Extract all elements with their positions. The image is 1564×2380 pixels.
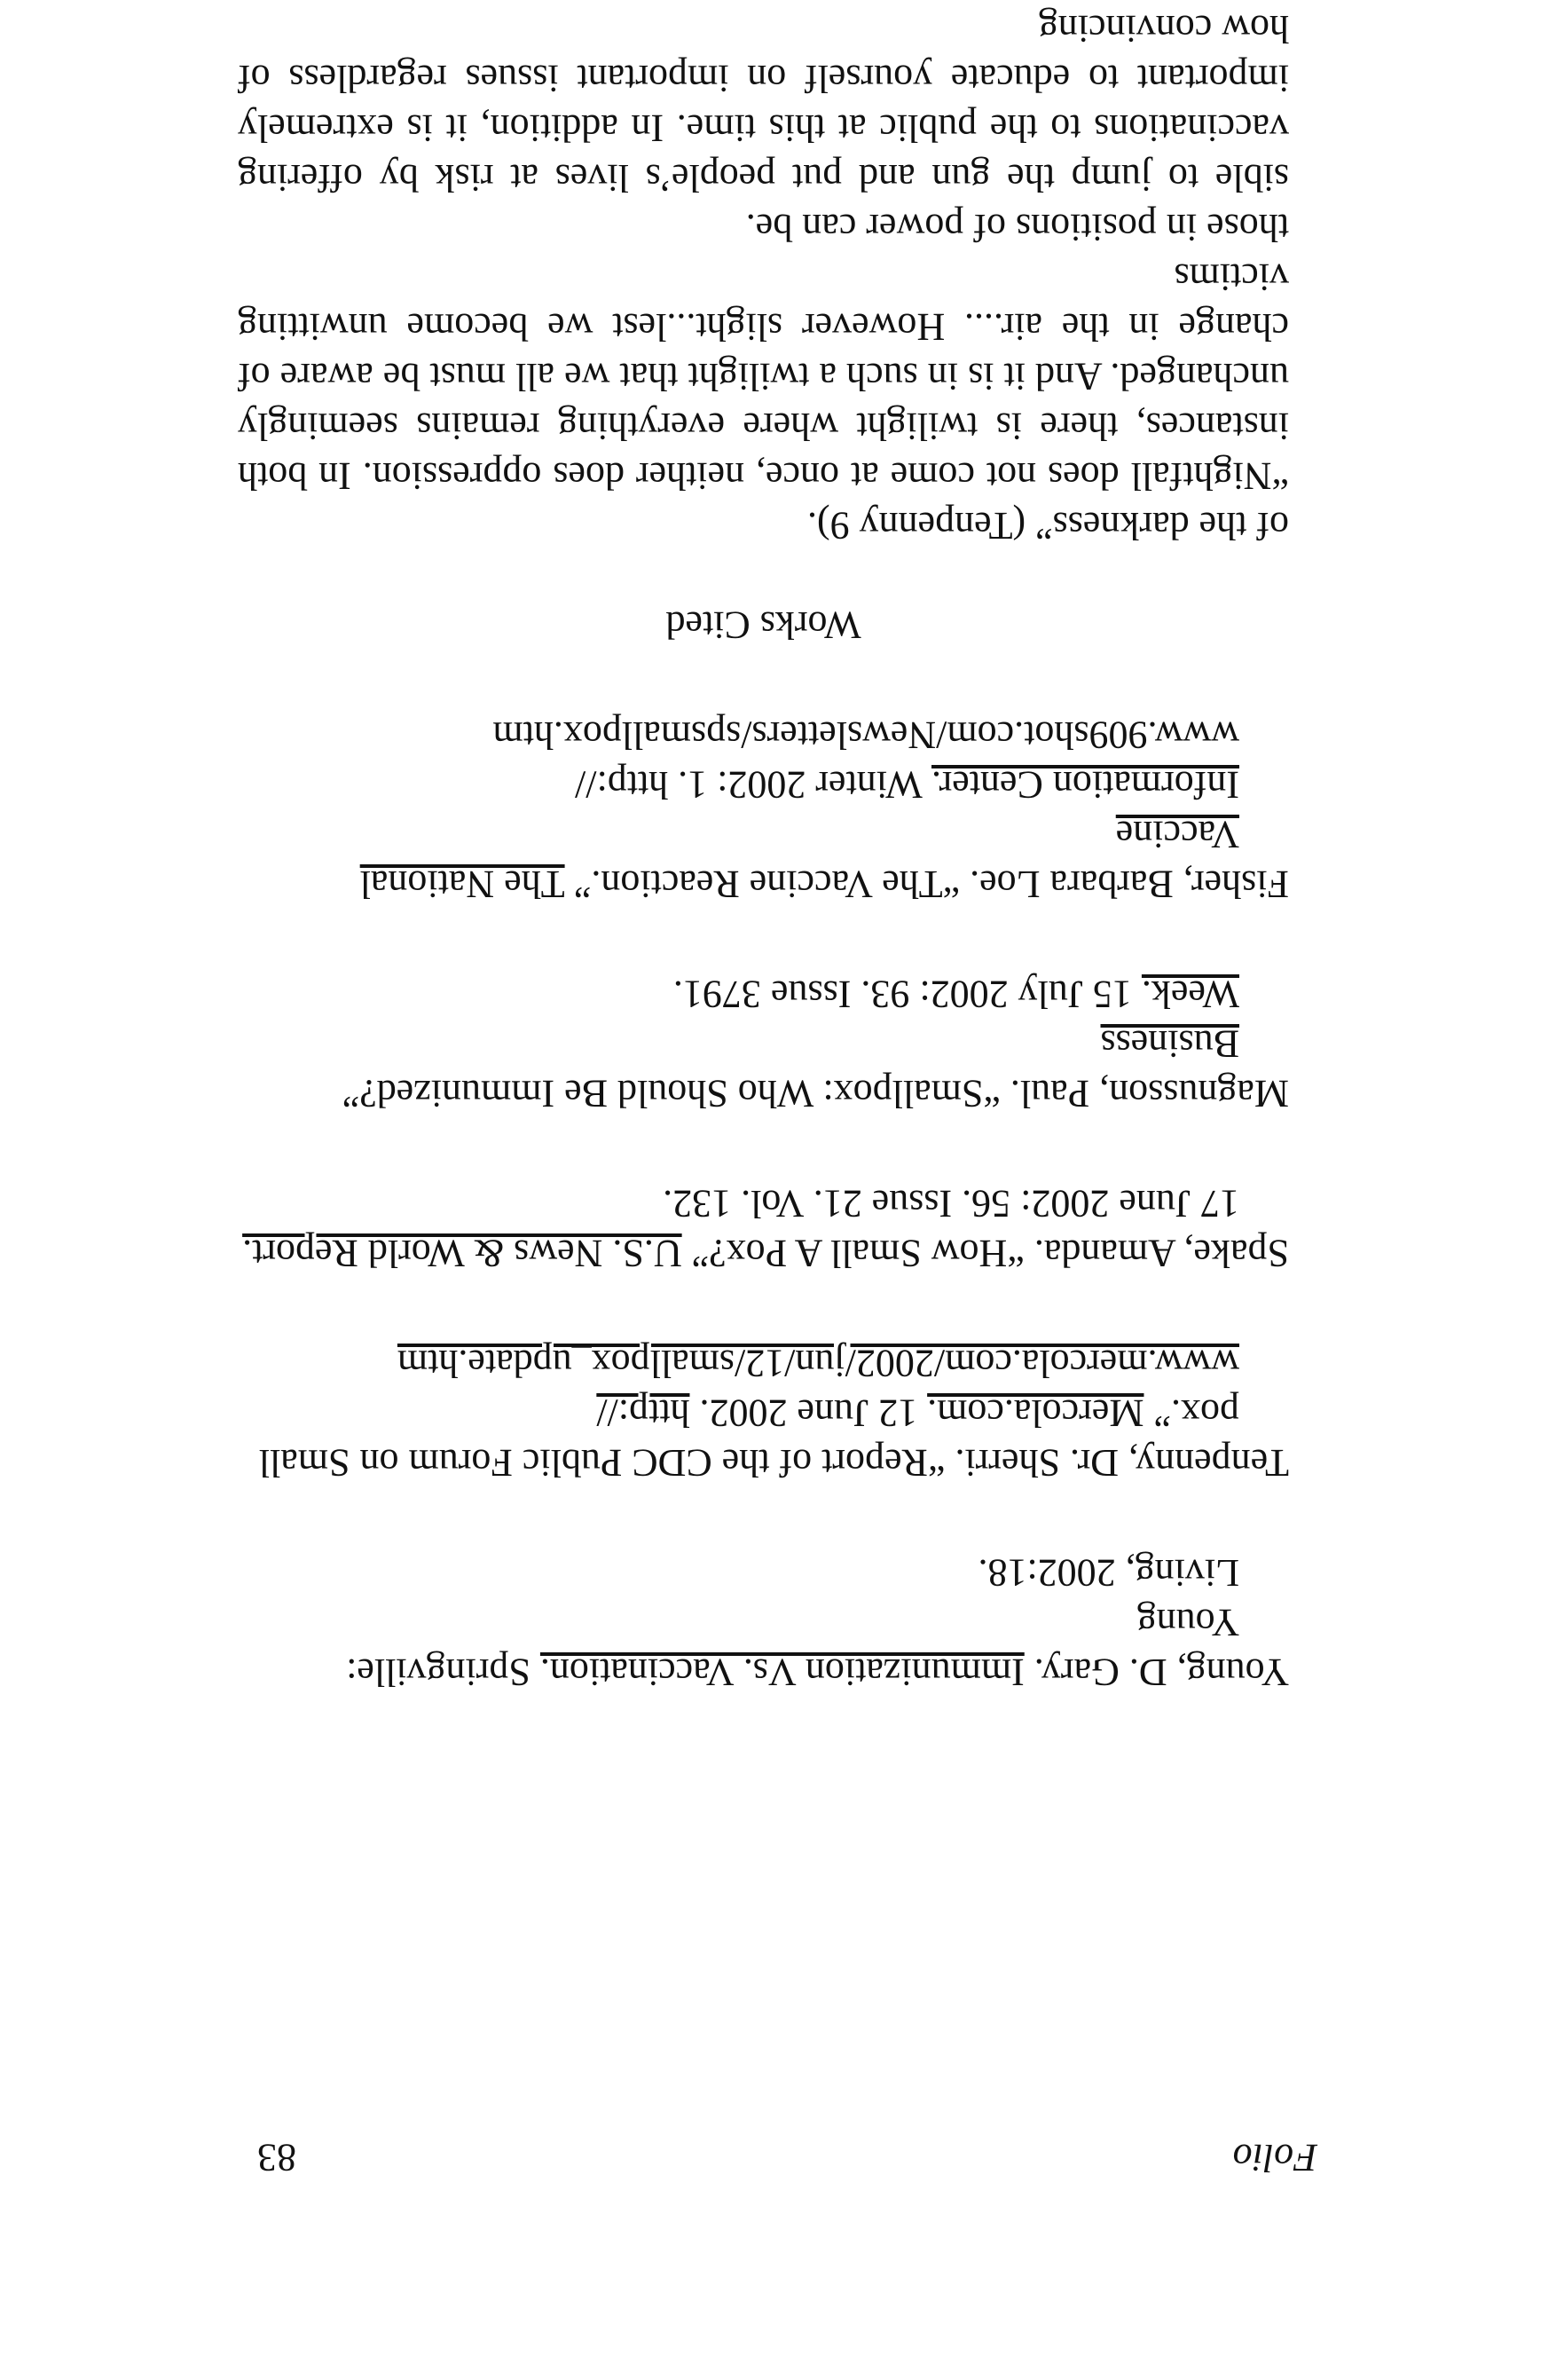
paragraph-power: those in positions of power can be. xyxy=(745,206,1289,249)
citation-author: Tenpenny, Dr. Sherri. xyxy=(955,1441,1289,1485)
page-number: 83 xyxy=(257,2136,296,2179)
folio-label: Folio xyxy=(1232,2136,1317,2179)
citation-author: Young, D. Gary. xyxy=(1033,1651,1289,1694)
citation-source-line-1: Business xyxy=(1100,1022,1239,1066)
citation-author: Fisher, Barbara Loe. xyxy=(970,863,1289,906)
citation-spake xyxy=(238,1178,1289,1278)
citation-author: Magnusson, Paul. xyxy=(1010,1072,1289,1115)
citation-source-line-2: Information Center. xyxy=(931,763,1239,807)
citation-date: 12 June 2002. xyxy=(699,1391,918,1435)
citation-rest: Springville: Young Living, 2002:18. xyxy=(346,1551,1239,1694)
paragraph-quote-end: of the darkness” (Tenpenny 9). xyxy=(806,504,1289,548)
citation-title: “Smallpox: Who Should Be Immunized?” xyxy=(342,1072,1001,1115)
citation-rest: 17 June 2002: 56. Issue 21. Vol. 132. xyxy=(663,1182,1239,1225)
citation-url-part-1[interactable]: http:// xyxy=(596,1391,690,1435)
citation-title: “The Vaccine Reaction.” xyxy=(573,863,961,906)
citation-title: “Report of the CDC Public Forum on Small pox.” xyxy=(258,1391,1239,1485)
citation-title: “How Small A Pox?” xyxy=(691,1232,1025,1275)
citation-source-line-1: The National Vaccine xyxy=(359,813,1239,906)
citation-source-line-2: Week. xyxy=(1141,973,1239,1016)
folio-header xyxy=(257,2127,1317,2180)
paragraph-quote: “Nightfall does not come at once, neither does oppression. In both instances, there is twilight where everything remains seemingly unchanged. And it is in such a twilight that we all must be aware of change in the air.... However slight...lest we become unwitting victims xyxy=(238,256,1289,498)
citation-source: U.S. News & World Report. xyxy=(242,1232,682,1275)
document-body xyxy=(238,4,1289,1697)
works-cited-heading: Works Cited xyxy=(665,603,861,647)
citation-magnusson xyxy=(238,969,1289,1118)
citation-rest: 15 July 2002: 93. Issue 3791. xyxy=(672,973,1132,1016)
citation-source: Mercola.com. xyxy=(927,1391,1144,1435)
citation-fisher xyxy=(238,710,1289,909)
paragraph-vaccination: sible to jump the gun and put people’s lives at risk by offering vaccinations to the public at this time. In addition, it is extremely important to educate yourself on important issues regardless of how convincing xyxy=(238,7,1289,200)
citation-author: Spake, Amanda. xyxy=(1033,1232,1289,1275)
citation-young xyxy=(238,1548,1289,1697)
citation-tenpenny xyxy=(238,1338,1289,1487)
citation-rest: Winter 2002: 1. http:// www.909shot.com/Newsletters/spsmallpox.htm xyxy=(492,713,1239,807)
citation-url-part-2[interactable]: www.mercola.com/2002/jun/12/smallpox_update.htm xyxy=(397,1342,1239,1385)
citation-title: Immunization Vs. Vaccination. xyxy=(539,1651,1025,1694)
